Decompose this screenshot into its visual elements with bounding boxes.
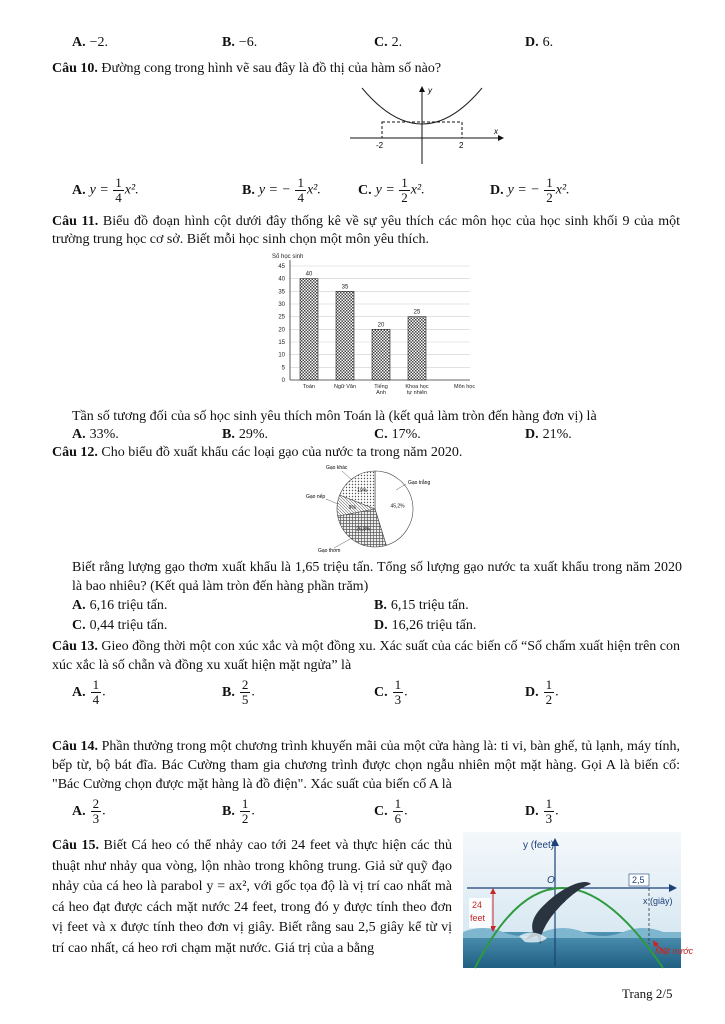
- pie-slice-label: 9%: [348, 504, 356, 511]
- graph-tick-right: 2: [459, 141, 464, 150]
- graph-x-label: x: [494, 127, 498, 136]
- q11-prompt: Tần số tương đối của số học sinh yêu thích môn Toán là (kết quả làm tròn đến hàng đơn vị) là: [72, 409, 597, 424]
- q13-option-a: A. $\frac{1}{4}$ .: [72, 677, 106, 707]
- q9-option-d: D. 6.: [525, 35, 554, 50]
- chart-ytick-label: 20: [278, 327, 285, 334]
- chart-category-label: tự nhiên: [406, 390, 428, 396]
- q11-question: Câu 11. Biểu đồ đoạn hình cột dưới đây thống kê về sự yêu thích các môn học của học sinh khối 9 của một trường trung học cơ sở. Biết mỗi học sinh chọn một môn yêu thích.: [52, 214, 681, 247]
- chart-category-label: Toán: [303, 384, 315, 390]
- q13-question: Câu 13. Gieo đồng thời một con xúc xắc và một đồng xu. Xác suất của các biến cố “Số chấm xuất hiện trên con xúc xắc là số chẵn và đồng xu xuất hiện mặt ngửa” là: [52, 639, 680, 673]
- chart-bar: [408, 317, 426, 380]
- q15-dolphin-figure: [463, 832, 694, 968]
- chart-ylabel: Số học sinh: [272, 254, 304, 260]
- chart-value-label: 20: [377, 322, 385, 329]
- graph-y-label: y: [428, 86, 432, 95]
- q10-option-d: D. y = − $\frac{1}{2}$ x².: [490, 175, 570, 205]
- q12-option-b: B. 6,15 triệu tấn.: [374, 598, 469, 613]
- chart-bar: [300, 279, 318, 380]
- pie-slice-label: 26,8%: [356, 526, 371, 533]
- q11-bar-chart: [250, 250, 482, 410]
- q10-option-c: C. y = $\frac{1}{2}$ x².: [358, 175, 425, 205]
- q11-option-c: C. 17%.: [374, 427, 421, 442]
- q14-option-d: D. $\frac{1}{3}$ .: [525, 796, 559, 826]
- q14-option-a: A. $\frac{2}{3}$ .: [72, 796, 106, 826]
- chart-bar: [372, 329, 390, 380]
- pie-legend-gao-thom: Gạo thơm: [318, 548, 341, 554]
- pie-legend-gao-khac: Gạo khác: [326, 465, 348, 471]
- q10-option-b: B. y = − $\frac{1}{4}$ x².: [242, 175, 321, 205]
- chart-ytick-label: 10: [278, 352, 285, 359]
- q11-option-d: D. 21%.: [525, 427, 572, 442]
- chart-ytick-label: 25: [278, 314, 285, 321]
- chart-ytick-label: 15: [278, 340, 285, 346]
- chart-ytick-label: 40: [278, 276, 285, 283]
- dolphin-tick: 2,5: [632, 875, 645, 885]
- chart-category-label: Khoa học: [405, 384, 429, 390]
- dolphin-y-label: y (feet): [523, 840, 555, 851]
- dolphin-height-unit: feet: [470, 913, 486, 923]
- q10-option-a: A. y = $\frac{1}{4}$ x².: [72, 175, 139, 205]
- graph-tick-left: -2: [376, 141, 384, 150]
- q10-parabola-graph: [348, 84, 508, 166]
- q9-option-c: C. 2.: [374, 35, 403, 50]
- q9-option-b: B. −6.: [222, 35, 258, 50]
- q14-option-b: B. $\frac{1}{2}$ .: [222, 796, 255, 826]
- q10-question: Câu 10. Đường cong trong hình vẽ sau đây là đồ thị của hàm số nào?: [52, 61, 442, 76]
- dolphin-x-label: x (giây): [643, 896, 673, 906]
- q12-question: Câu 12. Cho biểu đồ xuất khẩu các loại gạo của nước ta trong năm 2020.: [52, 445, 463, 460]
- q14-question: Câu 14. Phần thưởng trong một chương trình khuyến mãi của một cửa hàng là: ti vi, bàn ghế, tủ lạnh, máy tính, bếp từ, bộ bát đĩa. Bác Cường tham gia chương trình được chọn ngẫu nhiên một mặt hàng. Gọi A là biến cố: "Bác Cường chọn được mặt hàng là đồ điện". Xác suất của biến cố A là: [52, 739, 681, 792]
- q13-option-b: B. $\frac{2}{5}$ .: [222, 677, 255, 707]
- chart-ytick-label: 35: [278, 289, 285, 296]
- dolphin-origin: O: [547, 875, 555, 886]
- pie-legend-gao-trang: Gạo trắng: [408, 480, 431, 486]
- chart-value-label: 40: [305, 271, 313, 278]
- q12-option-c: C. 0,44 triệu tấn.: [72, 618, 168, 633]
- chart-value-label: 25: [413, 309, 421, 316]
- pie-slice-label: 45,2%: [390, 503, 405, 510]
- chart-ytick-label: 0: [281, 378, 285, 384]
- dolphin-height-value: 24: [472, 900, 483, 910]
- q13-option-c: C. $\frac{1}{3}$ .: [374, 677, 408, 707]
- q9-option-a: A. −2.: [72, 35, 109, 50]
- chart-ytick-label: 45: [278, 264, 285, 270]
- chart-ytick-label: 5: [281, 365, 285, 372]
- pie-legend-gao-nep: Gạo nếp: [306, 494, 326, 500]
- q12-option-a: A. 6,16 triệu tấn.: [72, 598, 168, 613]
- dolphin-water-label: Mặt nước: [655, 946, 694, 956]
- chart-ytick-label: 30: [278, 302, 285, 308]
- page-number: Trang 2/5: [622, 986, 673, 1001]
- chart-bar: [336, 291, 354, 380]
- q12-option-d: D. 16,26 triệu tấn.: [374, 618, 477, 633]
- chart-category-label: Tiếng: [374, 384, 388, 390]
- q12-prompt: Biết rằng lượng gạo thơm xuất khẩu là 1,65 triệu tấn. Tổng số lượng gạo nước ta xuất khẩu trong năm 2020 là bao nhiêu? (Kết quả làm tròn đến hàng phần trăm): [72, 560, 682, 594]
- chart-category-label: Ngữ Văn: [333, 384, 357, 390]
- pie-slice-label: 19%: [357, 488, 368, 495]
- chart-value-label: 35: [341, 284, 349, 291]
- q13-option-d: D. $\frac{1}{2}$ .: [525, 677, 559, 707]
- q14-option-c: C. $\frac{1}{6}$ .: [374, 796, 408, 826]
- q15-question: Câu 15. Biết Cá heo có thể nhảy cao tới 24 feet và thực hiện các thủ thuật như nhảy qua vòng, lộn nhào trong không trung. Giả sử quỹ đạo nhảy của cá heo là parabol y = ax², với gốc tọa độ là vị trí cao nhất mà cá heo đạt được cách mặt nước 24 feet, trong đó y được tính theo đơn vị feet và x được tính theo đơn vị giây. Biết rằng sau 2,5 giây kể từ vị trí cao nhất, cá heo rơi chạm mặt nước. Giá trị của a bằng: [52, 838, 452, 956]
- chart-xlabel: Môn học: [454, 384, 476, 390]
- q11-option-a: A. 33%.: [72, 427, 119, 442]
- chart-category-label: Anh: [376, 390, 386, 396]
- q11-option-b: B. 29%.: [222, 427, 269, 442]
- q12-pie-chart: [300, 462, 450, 554]
